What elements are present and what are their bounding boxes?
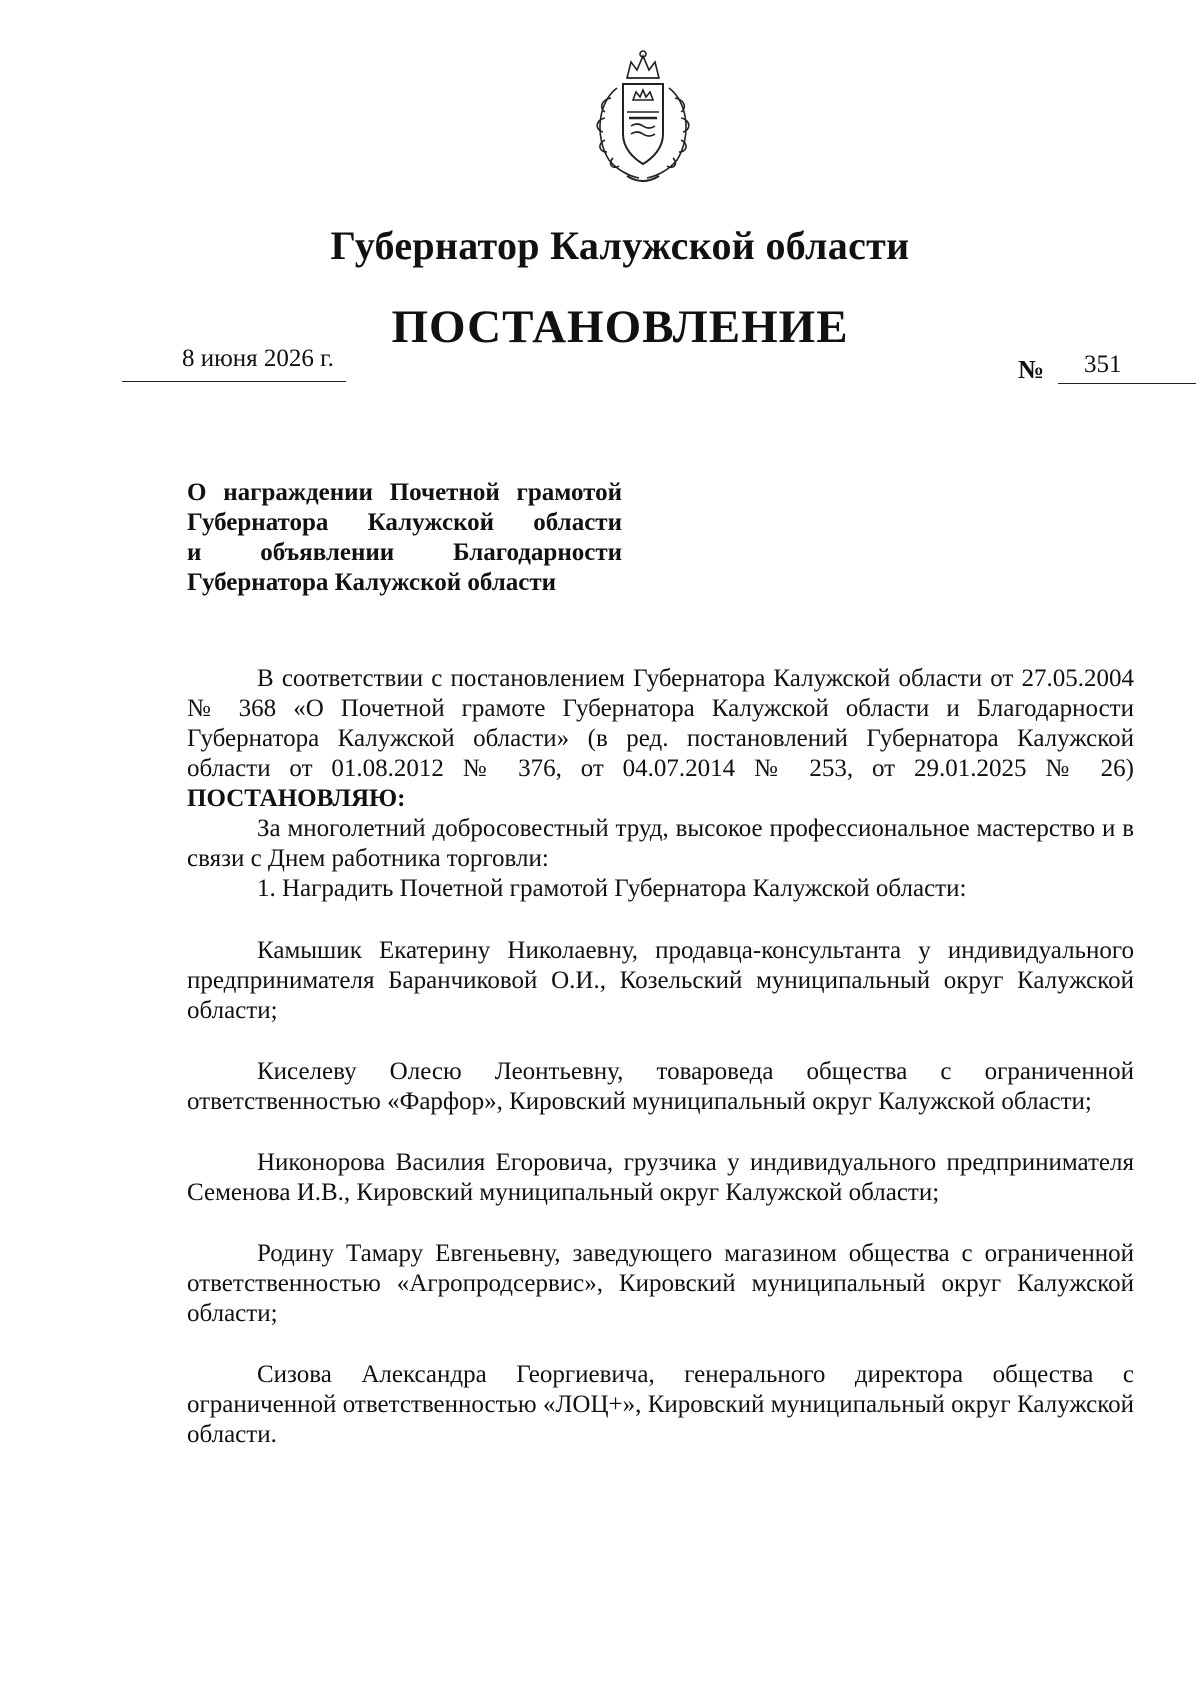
number-label: № bbox=[1018, 355, 1045, 384]
subject-line: Губернатора Калужской области bbox=[187, 509, 622, 536]
recipient-list bbox=[187, 936, 1134, 1481]
preamble-text: В соответствии с постановлением Губернатора Калужской области от 27.05.2004 № 368 «О Почетной грамоте Губернатора Калужской области и Благодарности Губернатора Калужской области» (в ред. постановлений Губернатора Калужской области от 01.08.2012 № 376, от 04.07.2014 № 253, от 29.01.2025 № 26) bbox=[187, 665, 1134, 782]
subject-line: и объявлении Благодарности bbox=[187, 539, 622, 566]
recipient-entry: Сизова Александра Георгиевича, генерального директора общества с ограниченной ответственностью «ЛОЦ+», Кировский муниципальный округ Калужской области. bbox=[187, 1361, 1134, 1448]
subject-line: О награждении Почетной грамотой bbox=[187, 479, 622, 506]
recipient-entry: Никонорова Василия Егоровича, грузчика у индивидуального предпринимателя Семенова И.В., Кировский муниципальный округ Калужской области; bbox=[187, 1149, 1134, 1206]
coat-of-arms-icon bbox=[587, 48, 699, 188]
award-item-paragraph: 1. Наградить Почетной грамотой Губернатора Калужской области: bbox=[257, 875, 967, 902]
document-date: 8 июня 2026 г. bbox=[182, 345, 334, 372]
number-underline bbox=[1058, 383, 1196, 384]
document-number: 351 bbox=[1084, 351, 1122, 378]
recipient-entry: Киселеву Олесю Леонтьевну, товароведа общества с ограниченной ответственностью «Фарфор», Кировский муниципальный округ Калужской области; bbox=[187, 1058, 1134, 1115]
preamble-paragraph bbox=[187, 664, 1134, 814]
document-date-field bbox=[122, 345, 346, 382]
issuing-authority: Губернатор Калужской области bbox=[330, 223, 910, 268]
document-type: ПОСТАНОВЛЕНИЕ bbox=[391, 301, 849, 353]
reason-paragraph: За многолетний добросовестный труд, высокое профессиональное мастерство и в связи с Днем работника торговли: bbox=[187, 815, 1134, 872]
recipient-entry: Камышик Екатерину Николаевну, продавца-консультанта у индивидуального предпринимателя Баранчиковой О.И., Козельский муниципальный округ Калужской области; bbox=[187, 937, 1134, 1024]
decree-word: ПОСТАНОВЛЯЮ: bbox=[187, 785, 406, 812]
recipient-entry: Родину Тамару Евгеньевну, заведующего магазином общества с ограниченной ответственностью «Агропродсервис», Кировский муниципальный округ Калужской области; bbox=[187, 1240, 1134, 1327]
document-body bbox=[187, 664, 1134, 904]
subject-line: Губернатора Калужской области bbox=[187, 569, 557, 596]
document-subject bbox=[187, 478, 622, 598]
